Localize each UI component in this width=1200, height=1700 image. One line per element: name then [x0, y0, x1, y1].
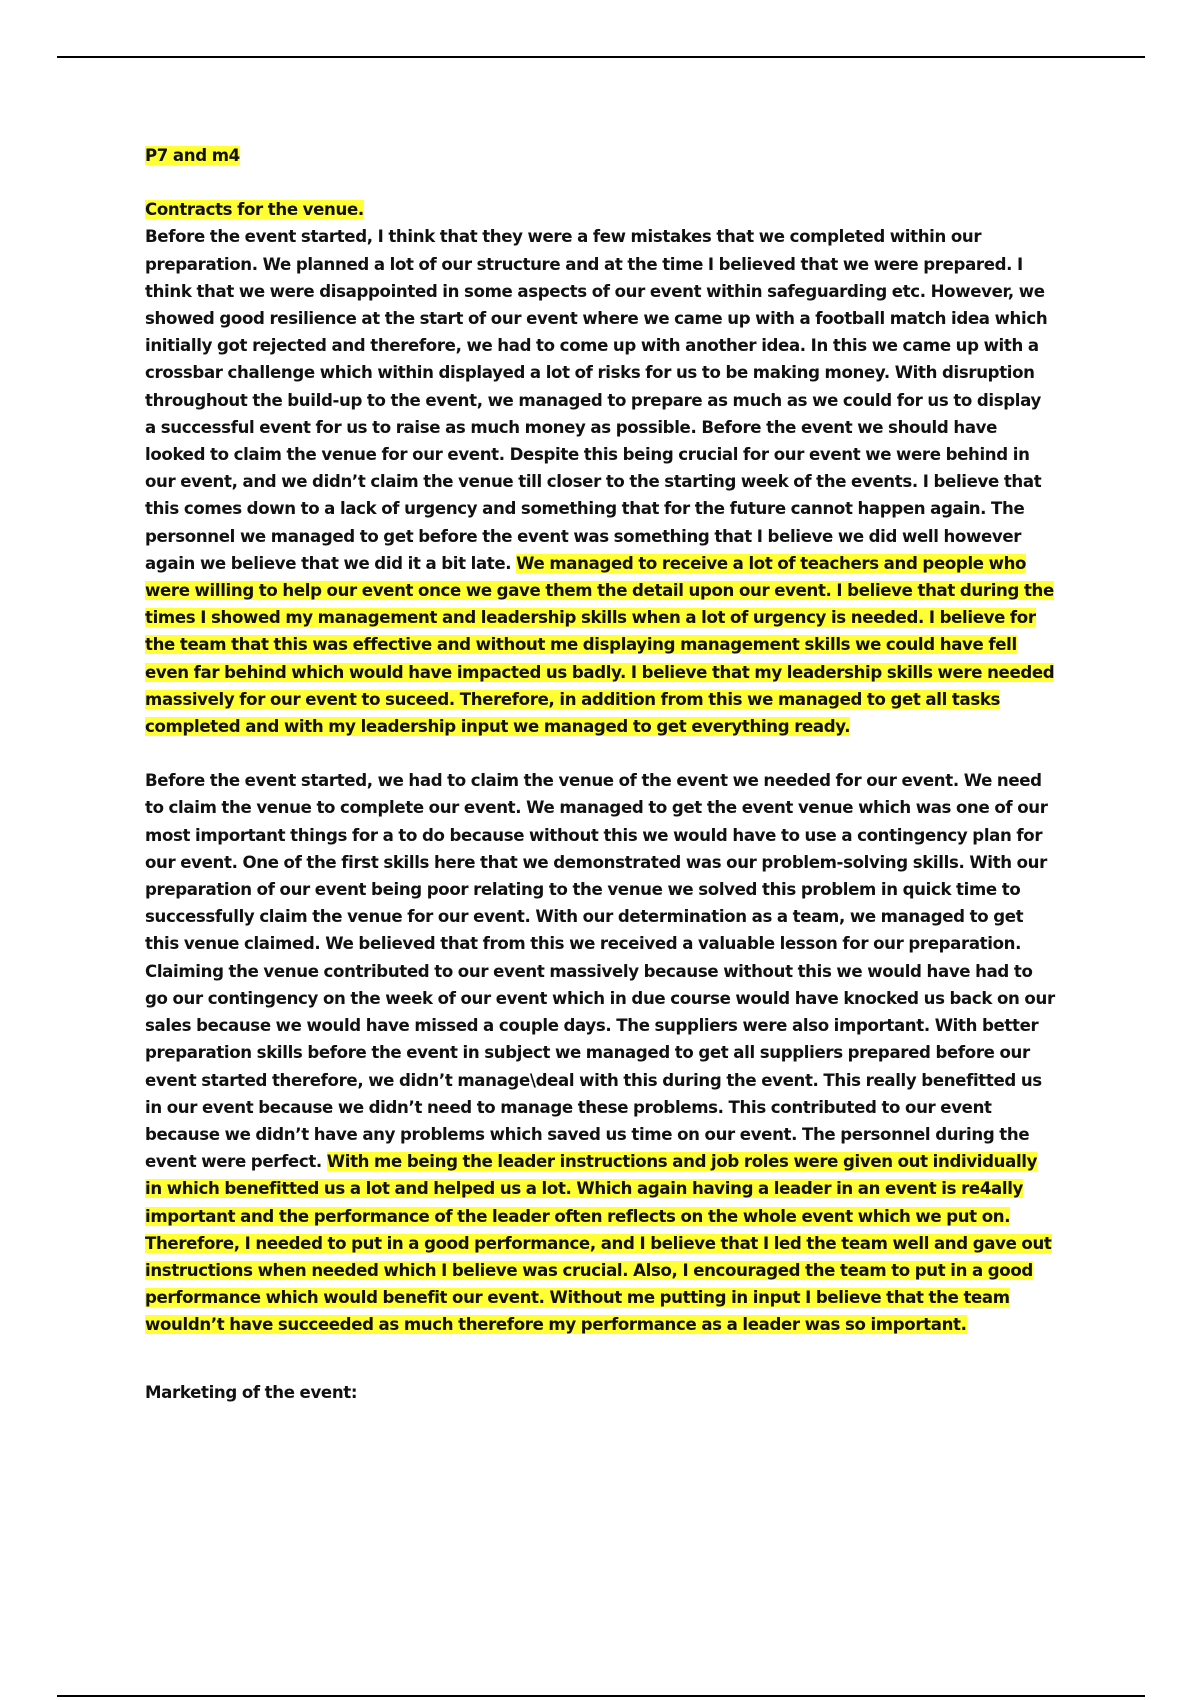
paragraph-1-plain: Before the event started, I think that they were a few mistakes that we completed within our preparation. We planned a lot of our structure and at the time I believed that we were prepared. I think that we were disappointed in some aspects of our event within safeguarding etc. However, we showed good resilience at the start of our event where we came up with a football match idea which initially got rejected and therefore, we had to come up with another idea. In this we came up with a crossbar challenge which within displayed a lot of risks for us to be making money. With disruption throughout the build-up to the event, we managed to prepare as much as we could for us to display a successful event for us to raise as much money as possible. Before the event we should have looked to claim the venue for our event. Despite this being crucial for our event we were behind in our event, and we didn’t claim the venue till closer to the starting week of the events. I believe that this comes down to a lack of urgency and something that for the future cannot happen again. The personnel we managed to get before the event was something that I believe we did well however again we believe that we did it a bit late. — [145, 227, 1048, 573]
header-rule — [57, 56, 1145, 58]
section-title-marketing-text: Marketing of the event: — [145, 1382, 358, 1402]
document-heading — [145, 142, 1055, 169]
paragraph-2-plain: Before the event started, we had to claim the venue of the event we needed for our event. We need to claim the venue to complete our event. We managed to get the event venue which was one of our most important things for a to do because without this we would have to use a contingency plan for our event. One of the first skills here that we demonstrated was our problem-solving skills. With our preparation of our event being poor relating to the venue we solved this problem in quick time to successfully claim the venue for our event. With our determination as a team, we managed to get this venue claimed. We believed that from this we received a valuable lesson for our preparation. Claiming the venue contributed to our event massively because without this we would have had to go our contingency on the week of our event which in due course would have knocked us back on our sales because we would have missed a couple days. The suppliers were also important. With better preparation skills before the event in subject we managed to get all suppliers prepared before our event started therefore, we didn’t manage\deal with this during the event. This really benefitted us in our event because we didn’t need to manage these problems. This contributed to our event because we didn’t have any problems which saved us time on our event. The personnel during the event were perfect. — [145, 771, 1055, 1172]
paragraph-2 — [145, 767, 1055, 1338]
document-body — [145, 142, 1055, 1406]
paragraph-1-highlight: We managed to receive a lot of teachers and people who were willing to help our event once we gave them the detail upon our event. I believe that during the times I showed my management and leadership skills when a lot of urgency is needed. I believe for the team that this was effective and without me displaying management skills we could have fell even far behind which would have impacted us badly. I believe that my leadership skills were needed massively for our event to suceed. Therefore, in addition from this we managed to get all tasks completed and with my leadership input we managed to get everything ready. — [145, 553, 1055, 737]
spacer — [145, 1339, 1055, 1379]
paragraph-1 — [145, 223, 1055, 740]
section-title-marketing — [145, 1379, 1055, 1406]
spacer — [145, 740, 1055, 767]
footer-rule — [57, 1695, 1145, 1697]
section-title-contracts-text: Contracts for the venue. — [145, 200, 364, 220]
spacer — [145, 169, 1055, 196]
paragraph-2-highlight: With me being the leader instructions and job roles were given out individually in which benefitted us a lot and helped us a lot. Which again having a leader in an event is re4ally important and the performance of the leader often reflects on the whole event which we put on. Therefore, I needed to put in a good performance, and I believe that I led the team well and gave out instructions when needed which I believe was crucial. Also, I encouraged the team to put in a good performance which would benefit our event. Without me putting in input I believe that the team wouldn’t have succeeded as much therefore my performance as a leader was so important. — [145, 1152, 1052, 1335]
section-title-contracts — [145, 196, 1055, 223]
document-heading-text: P7 and m4 — [145, 146, 240, 165]
